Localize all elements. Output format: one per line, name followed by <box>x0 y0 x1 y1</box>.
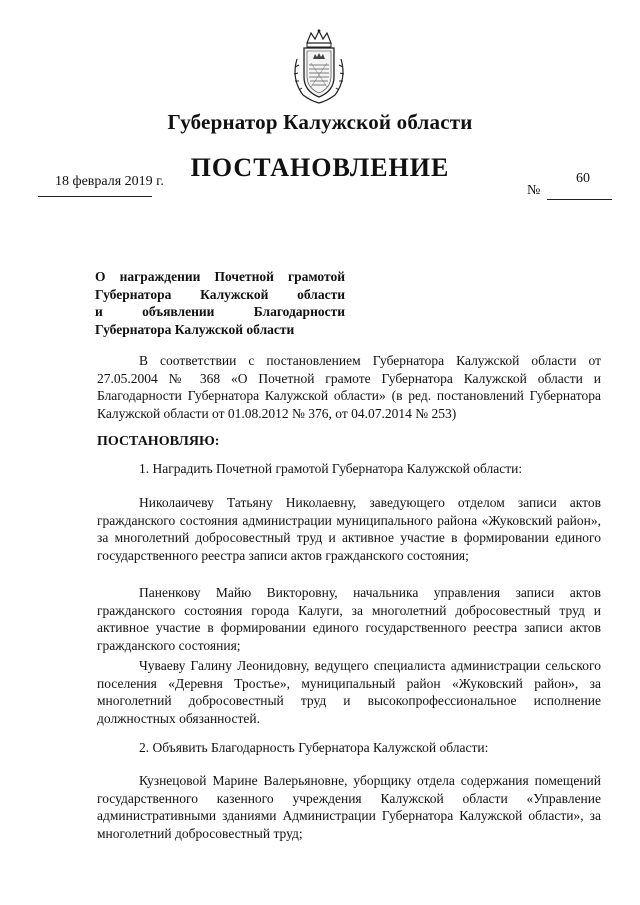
subject-line: О награждении Почетной грамотой <box>95 269 345 284</box>
preamble-text: В соответствии с постановлением Губернатора Калужской области от 27.05.2004 № 368 «О Почетной грамоте Губернатора Калужской области и Благодарности Губернатора Калужской области» (в ред. постановлений Губернатора Калужской области от 01.08.2012 № 376, от 04.07.2014 № 253) <box>97 353 601 421</box>
date-underline <box>38 196 152 197</box>
issuing-authority: Губернатор Калужской области <box>167 110 473 134</box>
decree-word-line <box>97 432 601 451</box>
document-date: 18 февраля 2019 г. <box>55 174 164 189</box>
item-1-heading: 1. Наградить Почетной грамотой Губернатора Калужской области: <box>139 461 523 476</box>
award-paragraph-1: Николаичеву Татьяну Николаевну, заведующего отделом записи актов гражданского состояния администрации муниципального района «Жуковский район», за многолетний добросовестный труд и активное участие в формировании единого государственного реестра записи актов гражданского состояния; <box>97 495 601 563</box>
subject-line: Губернатора Калужской области <box>95 286 345 302</box>
decree-word: ПОСТАНОВЛЯЮ: <box>97 434 220 449</box>
document-type-title: ПОСТАНОВЛЕНИЕ <box>190 153 450 182</box>
number-underline <box>547 199 612 200</box>
item-2-heading: 2. Объявить Благодарность Губернатора Калужской области: <box>139 740 489 755</box>
subject-line: и объявлении Благодарности <box>95 304 345 319</box>
kaluga-coat-of-arms-icon <box>289 29 349 105</box>
preamble-paragraph <box>97 352 601 422</box>
document-subject <box>95 268 345 338</box>
document-number: 60 <box>576 171 590 186</box>
number-sign-label: № <box>527 183 541 198</box>
thanks-paragraph-1: Кузнецовой Марине Валерьяновне, уборщику отдела содержания помещений государственного казенного учреждения Калужской области «Управление административными зданиями Администрации Губернатора Калужской области», за многолетний добросовестный труд; <box>97 773 601 841</box>
award-paragraph-2: Паненкову Майю Викторовну, начальника управления записи актов гражданского состояния города Калуги, за многолетний добросовестный труд и активное участие в формировании единого государственного реестра записи актов гражданского состояния; <box>97 585 601 653</box>
award-paragraph-3: Чуваеву Галину Леонидовну, ведущего специалиста администрации сельского поселения «Деревня Тростье», муниципальный район «Жуковский район», за многолетний добросовестный труд и высокопрофессиональное исполнение должностных обязанностей. <box>97 658 601 726</box>
subject-line: Губернатора Калужской области <box>95 321 295 337</box>
